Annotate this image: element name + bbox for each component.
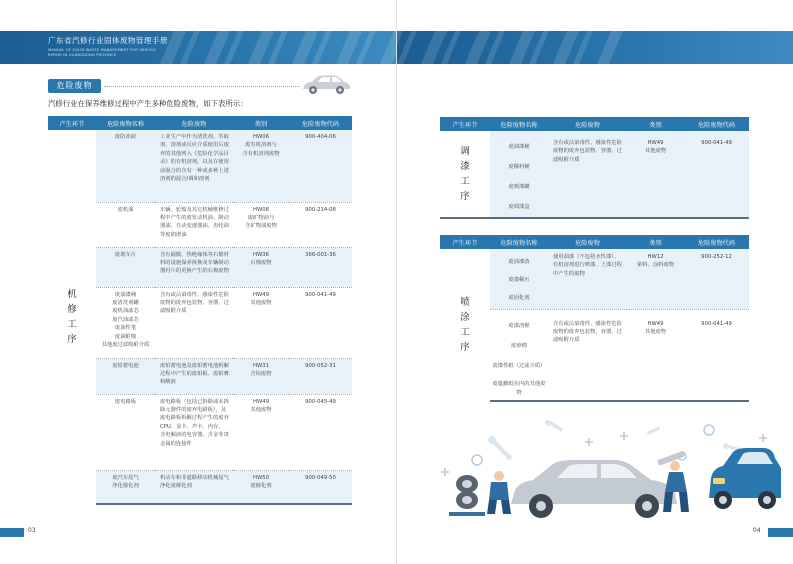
waste-desc: 废铅蓄电池及废铅蓄电池拆解过程中产生的废铅板、废铅膏和酸液: [155, 358, 233, 394]
waste-category: HW36 石棉废物: [250, 251, 272, 266]
car-icon: [300, 74, 352, 96]
page-number: 04: [753, 527, 761, 534]
auto-repair-illustration: [437, 412, 782, 524]
column-header: 产生环节: [440, 117, 490, 131]
waste-category: HW31 含铅废物: [250, 362, 272, 377]
waste-desc: 含有或沾染毒性、感染性危险废物的废弃包装物、容器、过滤吸附介质: [548, 309, 627, 401]
stage-cell: [48, 130, 96, 504]
stage-label: 调 漆 工 序: [460, 146, 470, 202]
waste-name-list: [490, 131, 548, 218]
column-header: 危险废物代码: [684, 235, 749, 249]
section-divider: [104, 86, 300, 87]
column-header: 产生环节: [48, 116, 96, 130]
stage-label: 机 修 工 序: [67, 289, 77, 345]
waste-desc: 机动车和非道路移动机械尾气净化废催化剂: [155, 470, 233, 504]
waste-code: 900-049-50: [289, 470, 352, 504]
waste-name: 废电路板: [114, 398, 137, 405]
intro-text: 汽修行业在保养维修过程中产生多种危险废物，如下表所示：: [48, 99, 248, 108]
column-header: 类别: [233, 116, 289, 130]
waste-name: 废遮蔽纸在内的其他废物: [492, 380, 546, 396]
gear-icon: [472, 455, 482, 465]
plus-icon: [585, 438, 593, 446]
waste-desc: 含有隔膜、热绝缘体等石棉材料的设施保养拆换及车辆制动器衬片的更换产生的石棉废物: [155, 247, 233, 287]
waste-name: 废油漆桶 废清洗剂罐 废机油滤芯 废汽油滤芯 废油性笔 废油附棉 其他废过滤吸附介质: [101, 291, 150, 348]
waste-category: HW49 其他废物: [250, 291, 272, 306]
waste-desc: 使用油漆（不包括水性漆）、有机溶剂进行喷漆、上漆过程中产生的废物: [548, 249, 627, 309]
book-title-en: MANUAL OF SOLID WASTE MANAGEMENT FOR VEHICLE: [48, 48, 157, 52]
tire-tread-pattern: [160, 31, 396, 64]
table-header-row: [440, 235, 749, 249]
waste-name: 废漆渣棉: [508, 322, 530, 329]
waste-name: 废砂棉: [511, 342, 527, 349]
plus-icon: [759, 434, 767, 442]
table-row: [48, 130, 352, 202]
tire-stack-icon: [456, 475, 478, 509]
table-header-row: [440, 117, 749, 131]
page-right: [397, 0, 793, 564]
stage-cell: [440, 249, 490, 401]
spray-coating-table: [440, 235, 749, 402]
tire-tread-pattern: [397, 31, 637, 64]
waste-name: 废刹车片: [114, 251, 137, 258]
waste-code: 900-041-49: [289, 287, 352, 358]
waste-category: HW49 其他废物: [250, 398, 272, 413]
waste-name: 废漆稀污: [508, 277, 530, 283]
waste-name: 废喷漆罐: [508, 184, 530, 190]
table-row: [440, 131, 749, 218]
waste-category: HW49 其他废物: [644, 320, 667, 335]
waste-code: 366-001-36: [289, 247, 352, 287]
waste-desc: 含有或沾染毒性、感染性危险废物的废弃包装物、容器、过滤吸附介质: [548, 131, 627, 218]
waste-name: 废铅蓄电池: [112, 362, 139, 369]
book-title: 广东省汽修行业固体废物管理手册: [48, 36, 168, 45]
column-header: 危险废物名称: [96, 116, 155, 130]
waste-name: 废机油: [117, 206, 134, 213]
column-header: 类别: [627, 235, 684, 249]
blue-car-icon: [709, 448, 781, 509]
table-row: [440, 249, 749, 309]
waste-desc: 含有或沾染毒性、感染性危险废物的废弃包装物、容器、过滤吸附介质: [155, 287, 233, 358]
waste-code: 900-045-49: [289, 394, 352, 470]
page-number-bar: [768, 528, 793, 537]
waste-name: 废固化剂: [508, 295, 530, 301]
column-header: 危险废物: [548, 117, 627, 131]
waste-code: 900-404-06: [289, 130, 352, 202]
waste-name: 废防冻液: [114, 134, 137, 140]
waste-name: 废汽车尾气 净化催化剂: [112, 474, 139, 489]
repair-waste-table: [48, 116, 352, 505]
column-header: 危险废物: [548, 235, 627, 249]
column-header: 产生环节: [440, 235, 490, 249]
waste-name-list: [490, 249, 548, 309]
page-left: [0, 0, 396, 564]
silver-car-icon: [511, 451, 685, 518]
table-header-row: [48, 116, 352, 130]
plus-icon: [620, 432, 628, 440]
waste-name: 废稀料桶: [508, 164, 530, 170]
waste-code: 900-041-49: [684, 309, 749, 401]
stage-label: 喷 涂 工 序: [460, 297, 470, 353]
waste-desc: 车辆、轮船及其它机械维修过程中产生的废发动机油、制动器油、自动变速器油、齿轮油等废润滑油: [155, 202, 233, 247]
waste-name: 废漆性纸（过滤介质）: [492, 362, 546, 369]
header-band: [397, 31, 793, 64]
floor-mat: [449, 512, 485, 516]
column-header: 危险废物名称: [490, 235, 548, 249]
waste-category: HW50 废催化剂: [250, 474, 272, 489]
paint-mixing-table: [440, 117, 749, 219]
waste-category: HW12 染料、涂料废物: [636, 254, 675, 269]
column-header: 危险废物代码: [684, 117, 749, 131]
section-tag: 危险废物: [48, 79, 101, 93]
waste-code: 900-252-12: [684, 249, 749, 309]
plus-icon: [441, 468, 449, 476]
waste-desc: 工业生产中作为清洗剂、萃取剂、溶剂或反应介质使用后废弃的其他列入《危险化学品目录》的有机溶剂，以及在使用前混合的含有一种或多种上述溶剂的混合/调和溶剂: [155, 130, 233, 202]
waste-category: HW08 废矿物油与 含矿物油废物: [245, 206, 277, 230]
gear-icon: [704, 425, 714, 435]
column-header: 危险废物名称: [490, 117, 548, 131]
waste-category: HW06 废有机溶剂与 含有机溶剂废物: [242, 134, 280, 157]
page-number-bar: [0, 528, 24, 537]
waste-code: 900-041-49: [684, 131, 749, 218]
page-number: 03: [28, 527, 36, 534]
stage-cell: [440, 131, 490, 218]
waste-code: 900-052-31: [289, 358, 352, 394]
waste-name: 废油漆桶: [508, 144, 530, 150]
column-header: 危险废物: [155, 116, 233, 130]
book-title-en: REPAIR IN GUANGDONG PROVINCE: [48, 53, 117, 57]
waste-category: HW49 其他废物: [644, 140, 667, 155]
waste-name-list: [490, 309, 548, 401]
column-header: 危险废物代码: [289, 116, 352, 130]
waste-code: 900-214-08: [289, 202, 352, 247]
waste-desc: 废电路板（包括已拆除或未拆除元器件的废弃电路板），及废电路板拆解过程产生的废弃CPU、显卡、声卡、内存、含电解液的电容器、含金等贵金属的连接件: [155, 394, 233, 470]
waste-name: 废调漆盒: [508, 204, 530, 210]
waste-name: 废油漆渣: [508, 259, 530, 265]
column-header: 类别: [627, 117, 684, 131]
header-band: [0, 31, 396, 64]
